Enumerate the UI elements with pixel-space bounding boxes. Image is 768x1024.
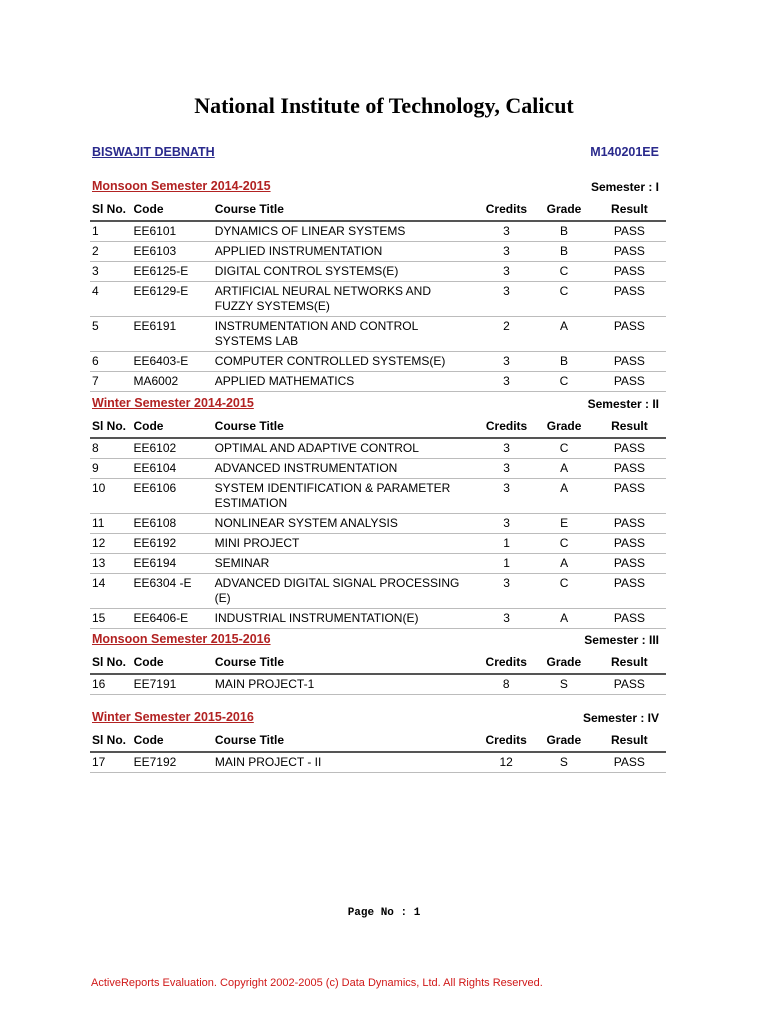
table-row bbox=[90, 752, 666, 773]
cell-grade: E bbox=[535, 514, 592, 534]
cell-sl: 9 bbox=[90, 459, 133, 479]
column-header-grade: Grade bbox=[535, 418, 592, 438]
cell-credits: 3 bbox=[478, 242, 536, 262]
cell-code: EE6108 bbox=[133, 514, 214, 534]
semester-header bbox=[90, 396, 666, 418]
cell-result: PASS bbox=[593, 752, 666, 773]
semester-label: Semester : IV bbox=[582, 711, 659, 725]
cell-code: MA6002 bbox=[134, 372, 215, 392]
column-header-result: Result bbox=[593, 654, 666, 674]
column-header-code: Code bbox=[134, 654, 215, 674]
semester-header bbox=[90, 179, 666, 201]
cell-credits: 2 bbox=[478, 317, 536, 352]
cell-sl: 4 bbox=[90, 282, 134, 317]
semester-block bbox=[90, 632, 666, 695]
course-table bbox=[90, 654, 666, 695]
semester-name: Monsoon Semester 2014-2015 bbox=[92, 179, 271, 193]
cell-credits: 3 bbox=[478, 438, 536, 459]
table-row bbox=[90, 554, 666, 574]
footer-copyright: ActiveReports Evaluation. Copyright 2002-2005 (c) Data Dynamics, Ltd. All Rights Reserved. bbox=[91, 977, 543, 989]
column-header-code: Code bbox=[134, 201, 215, 221]
column-header-sl: Sl No. bbox=[90, 418, 133, 438]
cell-code: EE6102 bbox=[133, 438, 214, 459]
cell-title: MAIN PROJECT-1 bbox=[215, 674, 477, 695]
cell-sl: 12 bbox=[90, 534, 133, 554]
column-header-sl: Sl No. bbox=[90, 654, 134, 674]
semester-label: Semester : I bbox=[590, 180, 659, 194]
cell-code: EE6406-E bbox=[133, 609, 214, 629]
cell-title: APPLIED MATHEMATICS bbox=[215, 372, 478, 392]
table-row bbox=[90, 438, 666, 459]
column-header-sl: Sl No. bbox=[90, 732, 134, 752]
cell-sl: 16 bbox=[90, 674, 134, 695]
cell-grade: C bbox=[535, 262, 592, 282]
cell-title: DIGITAL CONTROL SYSTEMS(E) bbox=[215, 262, 478, 282]
column-header-title: Course Title bbox=[215, 654, 477, 674]
course-table bbox=[90, 418, 666, 629]
column-header-grade: Grade bbox=[535, 654, 593, 674]
roll-number: M140201EE bbox=[590, 145, 659, 159]
cell-code: EE6106 bbox=[133, 479, 214, 514]
cell-sl: 1 bbox=[90, 221, 134, 242]
cell-title: COMPUTER CONTROLLED SYSTEMS(E) bbox=[215, 352, 478, 372]
course-table bbox=[90, 201, 666, 392]
cell-credits: 8 bbox=[477, 674, 535, 695]
cell-result: PASS bbox=[593, 438, 666, 459]
cell-title: NONLINEAR SYSTEM ANALYSIS bbox=[215, 514, 478, 534]
cell-title: ARTIFICIAL NEURAL NETWORKS AND FUZZY SYSTEMS(E) bbox=[215, 282, 478, 317]
table-row bbox=[90, 674, 666, 695]
cell-code: EE6101 bbox=[134, 221, 215, 242]
page-number: Page No : 1 bbox=[347, 907, 421, 919]
semester-block bbox=[90, 710, 666, 773]
table-row bbox=[90, 352, 666, 372]
cell-code: EE6194 bbox=[133, 554, 214, 574]
semester-block bbox=[90, 396, 666, 629]
cell-title: OPTIMAL AND ADAPTIVE CONTROL bbox=[215, 438, 478, 459]
cell-grade: B bbox=[535, 221, 592, 242]
cell-credits: 12 bbox=[477, 752, 535, 773]
cell-result: PASS bbox=[593, 609, 666, 629]
cell-credits: 3 bbox=[478, 479, 536, 514]
column-header-sl: Sl No. bbox=[90, 201, 134, 221]
cell-result: PASS bbox=[593, 221, 666, 242]
cell-code: EE6304 -E bbox=[133, 574, 214, 609]
page-title: National Institute of Technology, Calicut bbox=[194, 93, 574, 118]
column-header-grade: Grade bbox=[535, 201, 592, 221]
cell-credits: 1 bbox=[478, 534, 536, 554]
cell-grade: C bbox=[535, 574, 592, 609]
column-header-result: Result bbox=[593, 732, 666, 752]
cell-result: PASS bbox=[593, 479, 666, 514]
cell-grade: A bbox=[535, 317, 592, 352]
cell-result: PASS bbox=[593, 534, 666, 554]
semester-block bbox=[90, 179, 666, 392]
cell-code: EE7191 bbox=[134, 674, 215, 695]
cell-sl: 17 bbox=[90, 752, 134, 773]
cell-title: SEMINAR bbox=[215, 554, 478, 574]
table-row bbox=[90, 479, 666, 514]
cell-code: EE6129-E bbox=[134, 282, 215, 317]
cell-sl: 3 bbox=[90, 262, 134, 282]
cell-grade: A bbox=[535, 459, 592, 479]
cell-grade: A bbox=[535, 554, 592, 574]
cell-title: MAIN PROJECT - II bbox=[215, 752, 477, 773]
cell-result: PASS bbox=[593, 459, 666, 479]
cell-sl: 15 bbox=[90, 609, 133, 629]
table-header-row bbox=[90, 201, 666, 221]
student-name: BISWAJIT DEBNATH bbox=[92, 145, 215, 159]
column-header-result: Result bbox=[593, 418, 666, 438]
cell-result: PASS bbox=[593, 674, 666, 695]
table-row bbox=[90, 609, 666, 629]
cell-code: EE6403-E bbox=[134, 352, 215, 372]
column-header-credits: Credits bbox=[478, 201, 536, 221]
table-row bbox=[90, 534, 666, 554]
cell-result: PASS bbox=[593, 262, 666, 282]
cell-sl: 7 bbox=[90, 372, 134, 392]
cell-credits: 3 bbox=[478, 609, 536, 629]
column-header-credits: Credits bbox=[478, 418, 536, 438]
cell-sl: 6 bbox=[90, 352, 134, 372]
cell-grade: A bbox=[535, 479, 592, 514]
cell-title: APPLIED INSTRUMENTATION bbox=[215, 242, 478, 262]
cell-credits: 3 bbox=[478, 372, 536, 392]
cell-result: PASS bbox=[593, 352, 666, 372]
table-row bbox=[90, 317, 666, 352]
semester-header bbox=[90, 632, 666, 654]
column-header-result: Result bbox=[593, 201, 666, 221]
cell-credits: 1 bbox=[478, 554, 536, 574]
cell-sl: 14 bbox=[90, 574, 133, 609]
column-header-credits: Credits bbox=[477, 732, 535, 752]
cell-result: PASS bbox=[593, 372, 666, 392]
cell-sl: 2 bbox=[90, 242, 134, 262]
column-header-code: Code bbox=[134, 732, 215, 752]
cell-title: ADVANCED INSTRUMENTATION bbox=[215, 459, 478, 479]
cell-sl: 10 bbox=[90, 479, 133, 514]
cell-sl: 8 bbox=[90, 438, 133, 459]
table-header-row bbox=[90, 654, 666, 674]
cell-result: PASS bbox=[593, 554, 666, 574]
cell-grade: B bbox=[535, 242, 592, 262]
cell-credits: 3 bbox=[478, 282, 536, 317]
cell-code: EE6125-E bbox=[134, 262, 215, 282]
table-header-row bbox=[90, 418, 666, 438]
cell-grade: B bbox=[535, 352, 592, 372]
cell-title: MINI PROJECT bbox=[215, 534, 478, 554]
table-row bbox=[90, 262, 666, 282]
cell-title: INDUSTRIAL INSTRUMENTATION(E) bbox=[215, 609, 478, 629]
cell-grade: C bbox=[535, 438, 592, 459]
cell-result: PASS bbox=[593, 317, 666, 352]
cell-code: EE6104 bbox=[133, 459, 214, 479]
cell-credits: 3 bbox=[478, 352, 536, 372]
cell-grade: C bbox=[535, 282, 592, 317]
semester-label: Semester : III bbox=[584, 633, 659, 647]
cell-code: EE6192 bbox=[133, 534, 214, 554]
column-header-credits: Credits bbox=[477, 654, 535, 674]
column-header-code: Code bbox=[133, 418, 214, 438]
cell-credits: 3 bbox=[478, 514, 536, 534]
cell-credits: 3 bbox=[478, 459, 536, 479]
table-row bbox=[90, 221, 666, 242]
table-row bbox=[90, 242, 666, 262]
column-header-title: Course Title bbox=[215, 732, 477, 752]
cell-title: ADVANCED DIGITAL SIGNAL PROCESSING (E) bbox=[215, 574, 478, 609]
cell-code: EE7192 bbox=[134, 752, 215, 773]
table-row bbox=[90, 282, 666, 317]
table-header-row bbox=[90, 732, 666, 752]
semester-name: Monsoon Semester 2015-2016 bbox=[92, 632, 271, 646]
table-row bbox=[90, 459, 666, 479]
table-row bbox=[90, 574, 666, 609]
cell-credits: 3 bbox=[478, 221, 536, 242]
semester-name: Winter Semester 2015-2016 bbox=[92, 710, 254, 724]
semester-header bbox=[90, 710, 666, 732]
column-header-title: Course Title bbox=[215, 201, 478, 221]
semester-label: Semester : II bbox=[587, 397, 659, 411]
cell-title: INSTRUMENTATION AND CONTROL SYSTEMS LAB bbox=[215, 317, 478, 352]
cell-title: SYSTEM IDENTIFICATION & PARAMETER ESTIMATION bbox=[215, 479, 478, 514]
table-row bbox=[90, 514, 666, 534]
cell-credits: 3 bbox=[478, 262, 536, 282]
cell-title: DYNAMICS OF LINEAR SYSTEMS bbox=[215, 221, 478, 242]
cell-sl: 13 bbox=[90, 554, 133, 574]
column-header-grade: Grade bbox=[535, 732, 593, 752]
cell-sl: 11 bbox=[90, 514, 133, 534]
cell-credits: 3 bbox=[478, 574, 536, 609]
table-row bbox=[90, 372, 666, 392]
cell-sl: 5 bbox=[90, 317, 134, 352]
semester-name: Winter Semester 2014-2015 bbox=[92, 396, 254, 410]
course-table bbox=[90, 732, 666, 773]
column-header-title: Course Title bbox=[215, 418, 478, 438]
cell-result: PASS bbox=[593, 574, 666, 609]
cell-grade: S bbox=[535, 674, 593, 695]
cell-grade: C bbox=[535, 534, 592, 554]
cell-result: PASS bbox=[593, 282, 666, 317]
cell-grade: C bbox=[535, 372, 592, 392]
cell-result: PASS bbox=[593, 242, 666, 262]
cell-grade: A bbox=[535, 609, 592, 629]
cell-result: PASS bbox=[593, 514, 666, 534]
cell-grade: S bbox=[535, 752, 593, 773]
cell-code: EE6191 bbox=[134, 317, 215, 352]
cell-code: EE6103 bbox=[134, 242, 215, 262]
